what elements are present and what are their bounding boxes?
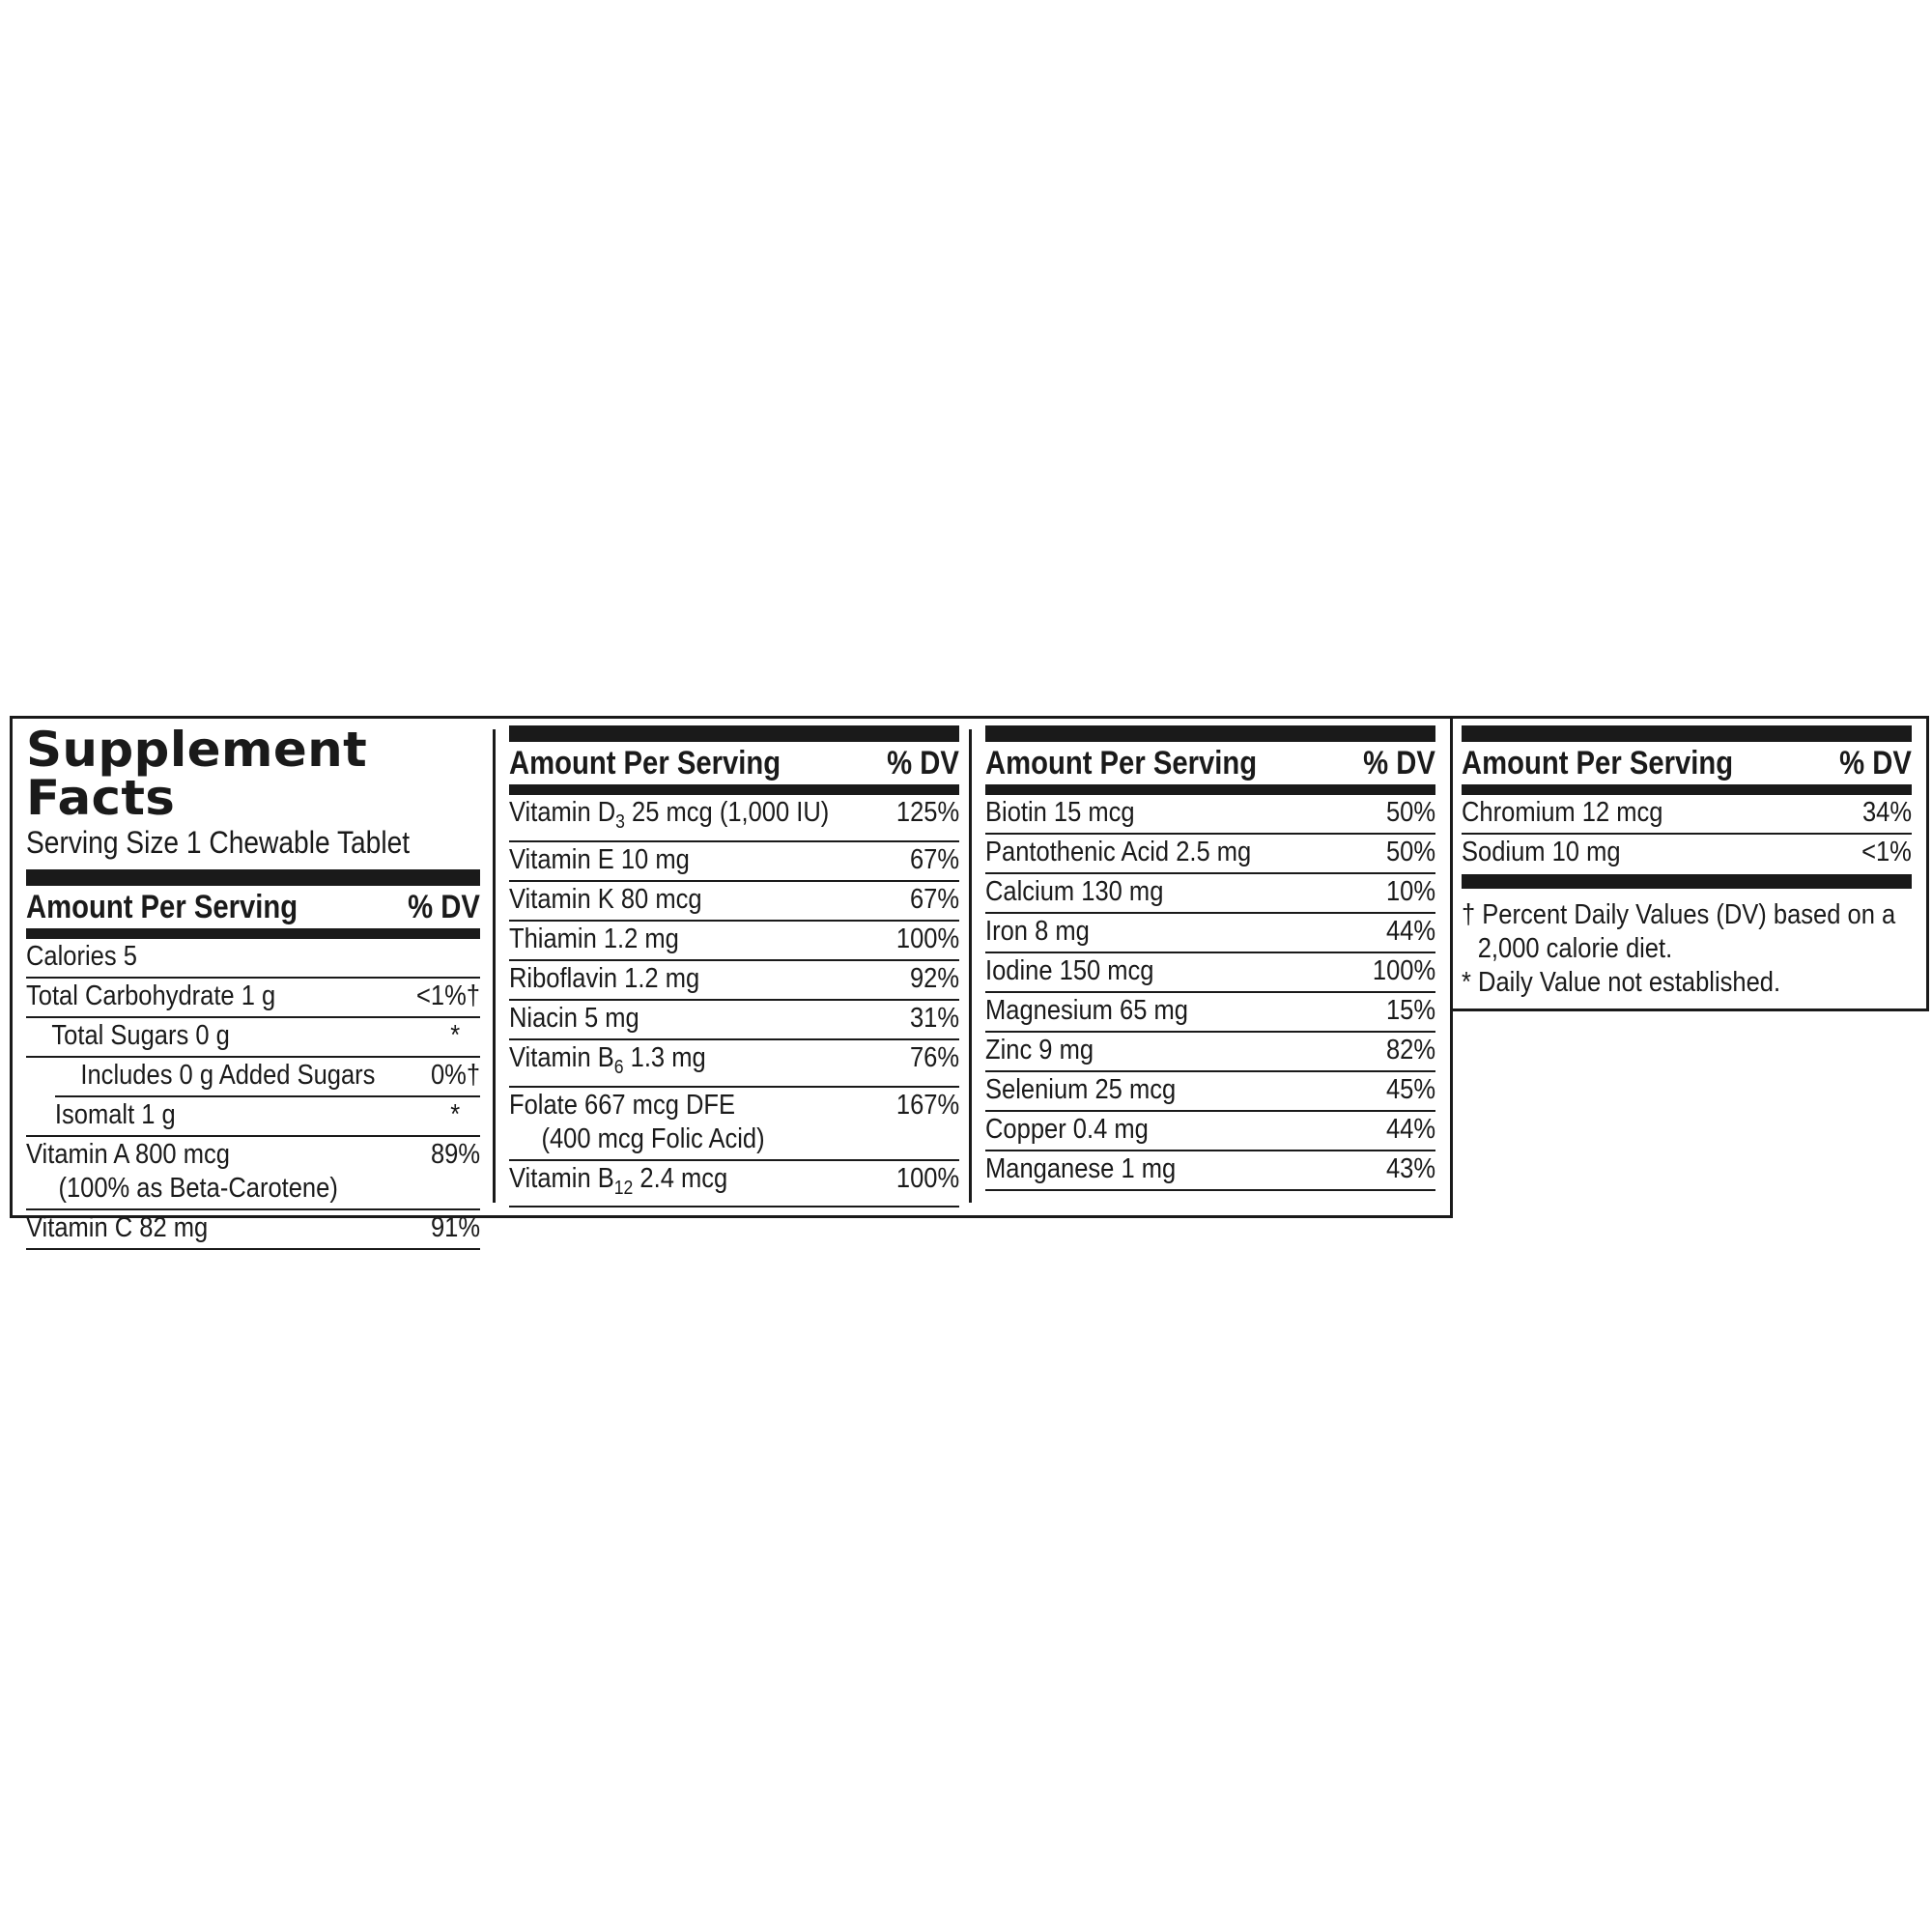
panel-title: Supplement Facts [26,722,368,826]
nutrient-row: Vitamin A 800 mcg (100% as Beta-Carotene) 89% [26,1137,480,1210]
nutrient-row: Calcium 130 mg 10% [985,874,1435,914]
footnote-dagger: † Percent Daily Values (DV) based on a [1462,899,1896,930]
header-dv: % DV [887,744,959,781]
nutrient-row: Pantothenic Acid 2.5 mg 50% [985,835,1435,874]
thick-rule [509,725,959,742]
header-amount: Amount Per Serving [26,888,298,925]
column-divider [969,729,972,1203]
nutrient-row: Magnesium 65 mg 15% [985,993,1435,1033]
header-dv: % DV [408,888,480,925]
nutrient-row: Manganese 1 mg 43% [985,1151,1435,1191]
thick-rule [26,869,480,886]
column-header [1462,742,1912,784]
medium-rule [26,928,480,939]
nutrient-row: Vitamin E 10 mg 67% [509,842,959,882]
nutrient-row: Chromium 12 mcg 34% [1462,795,1912,835]
nutrient-row: Biotin 15 mcg 50% [985,795,1435,835]
nutrient-row: Iodine 150 mcg 100% [985,953,1435,993]
medium-rule [509,784,959,795]
thick-rule [985,725,1435,742]
nutrient-row: Zinc 9 mg 82% [985,1033,1435,1072]
footnote-asterisk: * Daily Value not established. [1462,967,1781,998]
medium-rule [1462,784,1912,795]
serving-size: Serving Size 1 Chewable Tablet [26,825,411,860]
header-dv: % DV [1839,744,1912,781]
column-3 [985,725,1435,1191]
column-4 [1462,725,1912,1000]
thick-rule [1462,874,1912,889]
header-dv: % DV [1363,744,1435,781]
footnote-dagger-cont: 2,000 calorie diet. [1477,933,1673,964]
nutrient-row: Vitamin K 80 mcg 67% [509,882,959,922]
nutrient-row: Calories 5 [26,939,480,979]
column-header [985,742,1435,784]
thick-rule [1462,725,1912,742]
nutrient-row: Riboflavin 1.2 mg 92% [509,961,959,1001]
supplement-facts-label [10,716,1929,1244]
header-amount: Amount Per Serving [509,744,781,781]
footnotes [1462,898,1912,1000]
nutrient-row: Isomalt 1 g * [26,1097,480,1137]
nutrient-row: Includes 0 g Added Sugars 0%† [55,1058,480,1097]
nutrient-row: Niacin 5 mg 31% [509,1001,959,1040]
nutrient-row: Folate 667 mcg DFE (400 mcg Folic Acid) 167% [509,1088,959,1161]
medium-rule [985,784,1435,795]
column-header [26,886,480,928]
column-header [509,742,959,784]
column-1 [26,722,480,1250]
nutrient-row: Vitamin $D_3$ 25 mcg (1,000 IU) 125% [509,795,959,842]
nutrient-row: Total Sugars 0 g * [26,1018,480,1058]
nutrient-row: Vitamin $B_6$ 1.3 mg 76% [509,1040,959,1088]
nutrient-row: Iron 8 mg 44% [985,914,1435,953]
nutrient-row: Vitamin $B_{12}$ 2.4 mcg 100% [509,1161,959,1208]
nutrient-row: Thiamin 1.2 mg 100% [509,922,959,961]
nutrient-row: Selenium 25 mcg 45% [985,1072,1435,1112]
nutrient-row: Vitamin C 82 mg 91% [26,1210,480,1250]
nutrient-row: Total Carbohydrate 1 g <1%† [26,979,480,1018]
header-amount: Amount Per Serving [1462,744,1734,781]
column-2 [509,725,959,1208]
nutrient-row: Sodium 10 mg <1% [1462,837,1912,867]
nutrient-row: Copper 0.4 mg 44% [985,1112,1435,1151]
header-amount: Amount Per Serving [985,744,1258,781]
